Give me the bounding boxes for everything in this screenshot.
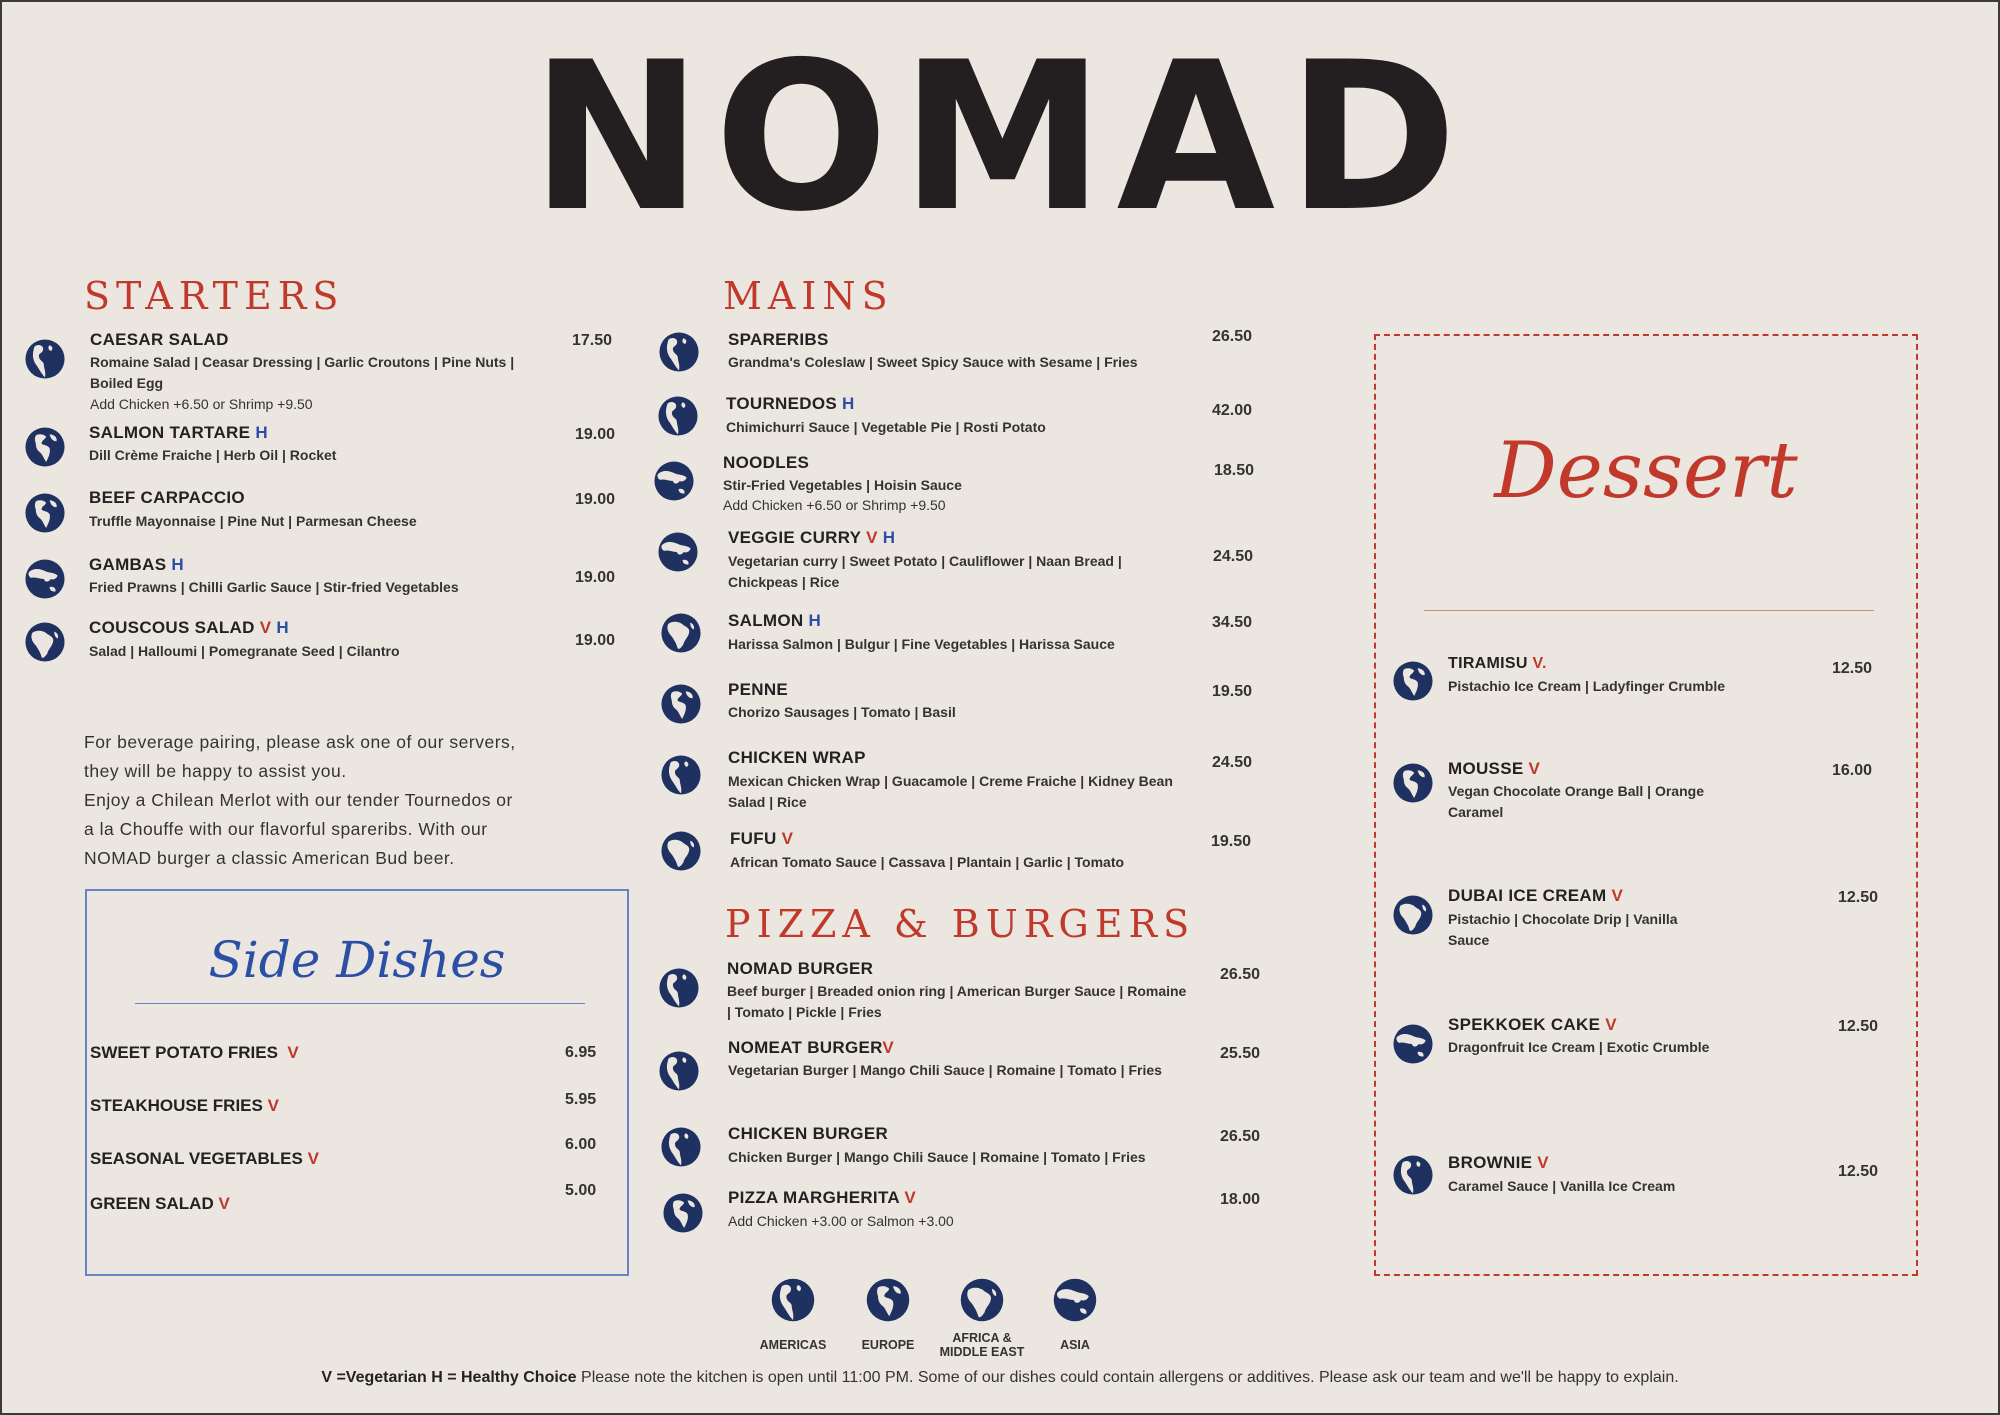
pizza-burgers-heading: PIZZA & BURGERS <box>725 902 1196 946</box>
beverage-pairing-text: For beverage pairing, please ask one of our servers, they will be happy to assist you. Enjoy a Chilean Merlot with our tender Tournedos or a la Chouffe with our flavorful spareribs. With our NOMAD burger a classic American Bud beer. <box>84 732 516 868</box>
menu-item-name: SPARERIBS <box>728 330 829 349</box>
menu-item-price: 26.50 <box>1220 1128 1261 1145</box>
menu-item-price: 12.50 <box>1838 1018 1879 1035</box>
side-dishes-box <box>85 889 629 1276</box>
globe-africa-icon <box>957 1275 1007 1325</box>
menu-item-description: Chorizo Sausages | Tomato | Basil <box>728 704 956 720</box>
menu-item-description: Mexican Chicken Wrap | Guacamole | Creme Fraiche | Kidney Bean Salad | Rice <box>728 773 1173 810</box>
menu-item-description: Vegetarian curry | Sweet Potato | Cauliflower | Naan Bread | Chickpeas | Rice <box>728 553 1122 590</box>
globe-europe-icon <box>863 1275 913 1325</box>
menu-item-price: 12.50 <box>1838 1163 1879 1180</box>
side-dish-name: GREEN SALAD V <box>90 1194 230 1213</box>
legend-label: ASIA <box>1060 1338 1090 1352</box>
menu-item-name: GAMBAS H <box>89 555 184 574</box>
globe-americas-icon <box>658 752 704 798</box>
globe-americas-icon <box>22 336 68 382</box>
menu-item-price: 34.50 <box>1212 614 1253 631</box>
globe-americas-icon <box>656 965 702 1011</box>
globe-europe-icon <box>1390 760 1436 806</box>
menu-item-description: African Tomato Sauce | Cassava | Plantain | Garlic | Tomato <box>730 854 1125 870</box>
menu-item-note: Add Chicken +3.00 or Salmon +3.00 <box>728 1213 954 1229</box>
menu-item-name: DUBAI ICE CREAM V <box>1448 886 1624 905</box>
side-dish-price: 5.95 <box>565 1091 597 1108</box>
side-dishes-heading: Side Dishes <box>208 931 506 989</box>
menu-item-name: CAESAR SALAD <box>90 330 229 349</box>
menu-item-price: 18.00 <box>1220 1191 1261 1208</box>
menu-item-name: CHICKEN WRAP <box>728 748 866 767</box>
side-dish-name: STEAKHOUSE FRIES V <box>90 1096 279 1115</box>
legend-label: EUROPE <box>861 1338 915 1352</box>
legend-label: AMERICAS <box>759 1338 827 1352</box>
menu-item-description: Chicken Burger | Mango Chili Sauce | Romaine | Tomato | Fries <box>728 1149 1146 1165</box>
menu-item-name: VEGGIE CURRY V H <box>728 528 896 547</box>
menu-item-note: Add Chicken +6.50 or Shrimp +9.50 <box>90 396 313 412</box>
menu-item-description: Grandma's Coleslaw | Sweet Spicy Sauce with Sesame | Fries <box>728 354 1138 370</box>
legend-asia <box>1020 1275 1130 1352</box>
side-dish-price: 5.00 <box>565 1182 597 1199</box>
menu-item-price: 19.50 <box>1211 833 1252 850</box>
menu-item-name: SALMON TARTARE H <box>89 423 268 442</box>
legend-label: AFRICA & MIDDLE EAST <box>939 1331 1025 1359</box>
menu-item-description: Romaine Salad | Ceasar Dressing | Garlic Croutons | Pine Nuts | Boiled Egg <box>90 354 515 391</box>
menu-item-price: 24.50 <box>1212 754 1253 771</box>
menu-item-description: Truffle Mayonnaise | Pine Nut | Parmesan Cheese <box>89 513 417 529</box>
globe-europe-icon <box>22 424 68 470</box>
mains-heading: MAINS <box>723 274 894 318</box>
globe-americas-icon <box>658 1124 704 1170</box>
menu-item-description: Pistachio | Chocolate Drip | Vanilla Sauce <box>1448 911 1678 948</box>
menu-item-name: PIZZA MARGHERITA V <box>728 1188 916 1207</box>
menu-item-price: 26.50 <box>1212 328 1253 345</box>
dessert-heading: Dessert <box>1494 426 1798 516</box>
menu-item-price: 12.50 <box>1832 660 1873 677</box>
globe-africa-icon <box>658 828 704 874</box>
menu-item-name: FUFU V <box>730 829 794 848</box>
globe-asia-icon <box>655 529 701 575</box>
menu-item-description: Fried Prawns | Chilli Garlic Sauce | Stir-fried Vegetables <box>89 579 459 595</box>
globe-asia-icon <box>1390 1021 1436 1067</box>
globe-europe-icon <box>658 681 704 727</box>
globe-americas-icon <box>656 1048 702 1094</box>
menu-item-note: Add Chicken +6.50 or Shrimp +9.50 <box>723 497 946 513</box>
menu-item-description: Salad | Halloumi | Pomegranate Seed | Cilantro <box>89 643 400 659</box>
dessert-box <box>1374 334 1918 1276</box>
menu-item-name: PENNE <box>728 680 789 699</box>
menu-item-price: 19.50 <box>1212 683 1253 700</box>
divider <box>135 1003 585 1004</box>
globe-americas-icon <box>656 329 702 375</box>
starters-heading: STARTERS <box>84 274 345 318</box>
menu-item-name: TIRAMISU V. <box>1448 655 1547 672</box>
globe-africa-icon <box>1390 892 1436 938</box>
menu-item-name: TOURNEDOS H <box>726 394 855 413</box>
menu-item-name: BROWNIE V <box>1448 1153 1549 1172</box>
menu-item-price: 26.50 <box>1220 966 1261 983</box>
menu-item-name: NOMEAT BURGERV <box>728 1038 895 1057</box>
menu-item-description: Stir-Fried Vegetables | Hoisin Sauce <box>723 477 962 493</box>
menu-item-description: Dragonfruit Ice Cream | Exotic Crumble <box>1448 1039 1710 1055</box>
side-dish-price: 6.00 <box>565 1136 597 1153</box>
divider <box>1424 610 1874 611</box>
menu-item-price: 19.00 <box>575 491 616 508</box>
menu-item-description: Dill Crème Fraiche | Herb Oil | Rocket <box>89 447 337 463</box>
globe-europe-icon <box>22 490 68 536</box>
globe-asia-icon <box>651 458 697 504</box>
menu-item-price: 24.50 <box>1213 548 1254 565</box>
menu-item-name: SPEKKOEK CAKE V <box>1448 1015 1617 1034</box>
menu-item-price: 16.00 <box>1832 762 1873 779</box>
menu-item-price: 12.50 <box>1838 889 1879 906</box>
globe-europe-icon <box>660 1190 706 1236</box>
side-dish-name: SWEET POTATO FRIES V <box>90 1043 299 1062</box>
brand-title: NOMAD <box>530 19 1470 257</box>
globe-asia-icon <box>22 556 68 602</box>
menu-item-name: COUSCOUS SALAD V H <box>89 618 289 637</box>
globe-europe-icon <box>1390 658 1436 704</box>
menu-item-price: 19.00 <box>575 569 616 586</box>
menu-item-name: NOMAD BURGER <box>727 959 874 978</box>
menu-item-name: MOUSSE V <box>1448 759 1541 778</box>
menu-item-name: BEEF CARPACCIO <box>89 488 245 507</box>
menu-item-description: Vegan Chocolate Orange Ball | Orange Caramel <box>1448 783 1704 820</box>
menu-item-price: 18.50 <box>1214 462 1255 479</box>
side-dish-name: SEASONAL VEGETABLES V <box>90 1149 319 1168</box>
side-dish-price: 6.95 <box>565 1044 597 1061</box>
globe-africa-icon <box>22 619 68 665</box>
menu-item-description: Caramel Sauce | Vanilla Ice Cream <box>1448 1178 1676 1194</box>
globe-americas-icon <box>1390 1152 1436 1198</box>
legend-americas <box>738 1275 848 1352</box>
menu-item-description: Vegetarian Burger | Mango Chili Sauce | Romaine | Tomato | Fries <box>728 1062 1162 1078</box>
menu-item-price: 42.00 <box>1212 402 1253 419</box>
globe-africa-icon <box>658 610 704 656</box>
menu-item-price: 19.00 <box>575 632 616 649</box>
menu-item-name: NOODLES <box>723 453 810 472</box>
menu-item-description: Harissa Salmon | Bulgur | Fine Vegetables | Harissa Sauce <box>728 636 1115 652</box>
menu-item-name: SALMON H <box>728 611 822 630</box>
globe-asia-icon <box>1050 1275 1100 1325</box>
menu-item-name: CHICKEN BURGER <box>728 1124 889 1143</box>
menu-item-description: Chimichurri Sauce | Vegetable Pie | Rosti Potato <box>726 419 1046 435</box>
globe-americas-icon <box>768 1275 818 1325</box>
menu-item-price: 17.50 <box>572 332 613 349</box>
menu-item-description: Beef burger | Breaded onion ring | American Burger Sauce | Romaine | Tomato | Pickle | Fries <box>727 983 1187 1020</box>
menu-item-description: Pistachio Ice Cream | Ladyfinger Crumble <box>1448 678 1725 694</box>
globe-americas-icon <box>655 393 701 439</box>
menu-item-price: 19.00 <box>575 426 616 443</box>
menu-item-price: 25.50 <box>1220 1045 1261 1062</box>
footer-note: V =Vegetarian H = Healthy Choice Please note the kitchen is open until 11:00 PM. Some of our dishes could contain allergens or additives. Please ask our team and we'll be happy to explain. <box>321 1369 1679 1386</box>
